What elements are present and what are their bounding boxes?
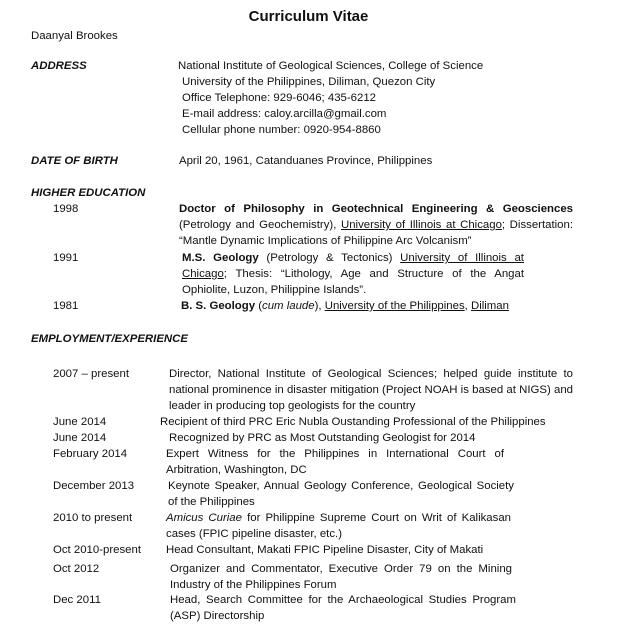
thesis-text: ; Thesis: “Lithology, Age and Structure of the Angat Ophiolite, Luzon, Philippine Islands”.	[182, 268, 524, 296]
thesis-text: ; Dissertation: “Mantle Dynamic Implications of Philippine Arc Volcanism”	[179, 219, 573, 247]
degree-detail: (Petrology and Geochemistry),	[179, 219, 337, 231]
degree-title: Doctor of Philosophy in Geotechnical Engineering & Geosciences	[179, 203, 573, 215]
education-entry-phd	[179, 201, 573, 249]
employment-date: February 2014	[53, 448, 128, 460]
employment-date: 2010 to present	[53, 512, 133, 524]
employment-date: 2007 – present	[53, 368, 129, 380]
employment-date: December 2013	[53, 480, 135, 492]
employment-description: Organizer and Commentator, Executive Order 79 on the Mining Industry of the Philippines Forum	[170, 563, 512, 591]
campus-name: Diliman	[470, 300, 509, 312]
degree-detail: (Petrology & Tectonics)	[266, 252, 393, 264]
employment-text	[170, 592, 516, 624]
education-heading: HIGHER EDUCATION	[31, 187, 146, 199]
employment-date: June 2014	[53, 416, 107, 428]
employment-text	[166, 446, 504, 478]
document-title: Curriculum Vitae	[248, 8, 369, 25]
education-year: 1991	[53, 252, 79, 264]
employment-text	[166, 510, 511, 542]
school-name: University of Illinois at Chicago	[341, 219, 502, 231]
education-entry-bs: B. S. Geology (cum laude), University of the Philippines, Diliman	[181, 300, 509, 312]
address-phone: Office Telephone: 929-6046; 435-6212	[182, 92, 377, 104]
employment-description: Keynote Speaker, Annual Geology Conference, Geological Society of the Philippines	[168, 480, 514, 508]
employment-description: Head Consultant, Makati FPIC Pipeline Disaster, City of Makati	[166, 544, 484, 556]
education-entry-ms	[182, 250, 524, 298]
address-mobile: Cellular phone number: 0920-954-8860	[182, 124, 381, 136]
address-line: National Institute of Geological Sciences, College of Science	[178, 60, 484, 72]
employment-description: Recognized by PRC as Most Outstanding Geologist for 2014	[169, 432, 476, 444]
employment-description: Recipient of third PRC Eric Nubla Oustanding Professional of the Philippines	[160, 416, 546, 428]
address-heading: ADDRESS	[31, 60, 87, 72]
degree-title: B. S. Geology	[181, 300, 256, 312]
address-email: E-mail address: caloy.arcilla@gmail.com	[182, 108, 387, 120]
employment-text	[168, 478, 514, 510]
employment-lead: Amicus Curiae	[166, 512, 242, 524]
degree-title: M.S. Geology	[182, 252, 259, 264]
school-name: University of Illinois at Chicago	[182, 252, 524, 280]
education-year: 1998	[53, 203, 79, 215]
birth-heading: DATE OF BIRTH	[31, 155, 118, 167]
employment-description: Head, Search Committee for the Archaeological Studies Program (ASP) Directorship	[170, 594, 516, 622]
employment-description: Director, National Institute of Geological Sciences; helped guide institute to national prominence in disaster mitigation (Project NOAH is based at NIGS) and leader in producing top geologists for the country	[169, 368, 573, 412]
employment-date: Oct 2010-present	[53, 544, 142, 556]
employment-date: June 2014	[53, 432, 107, 444]
birth-value: April 20, 1961, Catanduanes Province, Philippines	[179, 155, 433, 167]
degree-honor: cum laude	[262, 300, 315, 312]
author-name: Daanyal Brookes	[31, 30, 118, 42]
employment-date: Dec 2011	[53, 594, 101, 606]
employment-description: for Philippine Supreme Court on Writ of Kalikasan cases (FPIC pipeline disaster, etc.)	[166, 512, 511, 540]
employment-text	[169, 366, 573, 414]
address-line: University of the Philippines, Diliman, Quezon City	[182, 76, 436, 88]
education-year: 1981	[53, 300, 79, 312]
school-name: University of the Philippines	[324, 300, 465, 312]
employment-date: Oct 2012	[53, 563, 100, 575]
employment-description: Expert Witness for the Philippines in International Court of Arbitration, Washington, DC	[166, 448, 504, 476]
employment-heading: EMPLOYMENT/EXPERIENCE	[31, 333, 188, 345]
employment-text	[170, 561, 512, 593]
